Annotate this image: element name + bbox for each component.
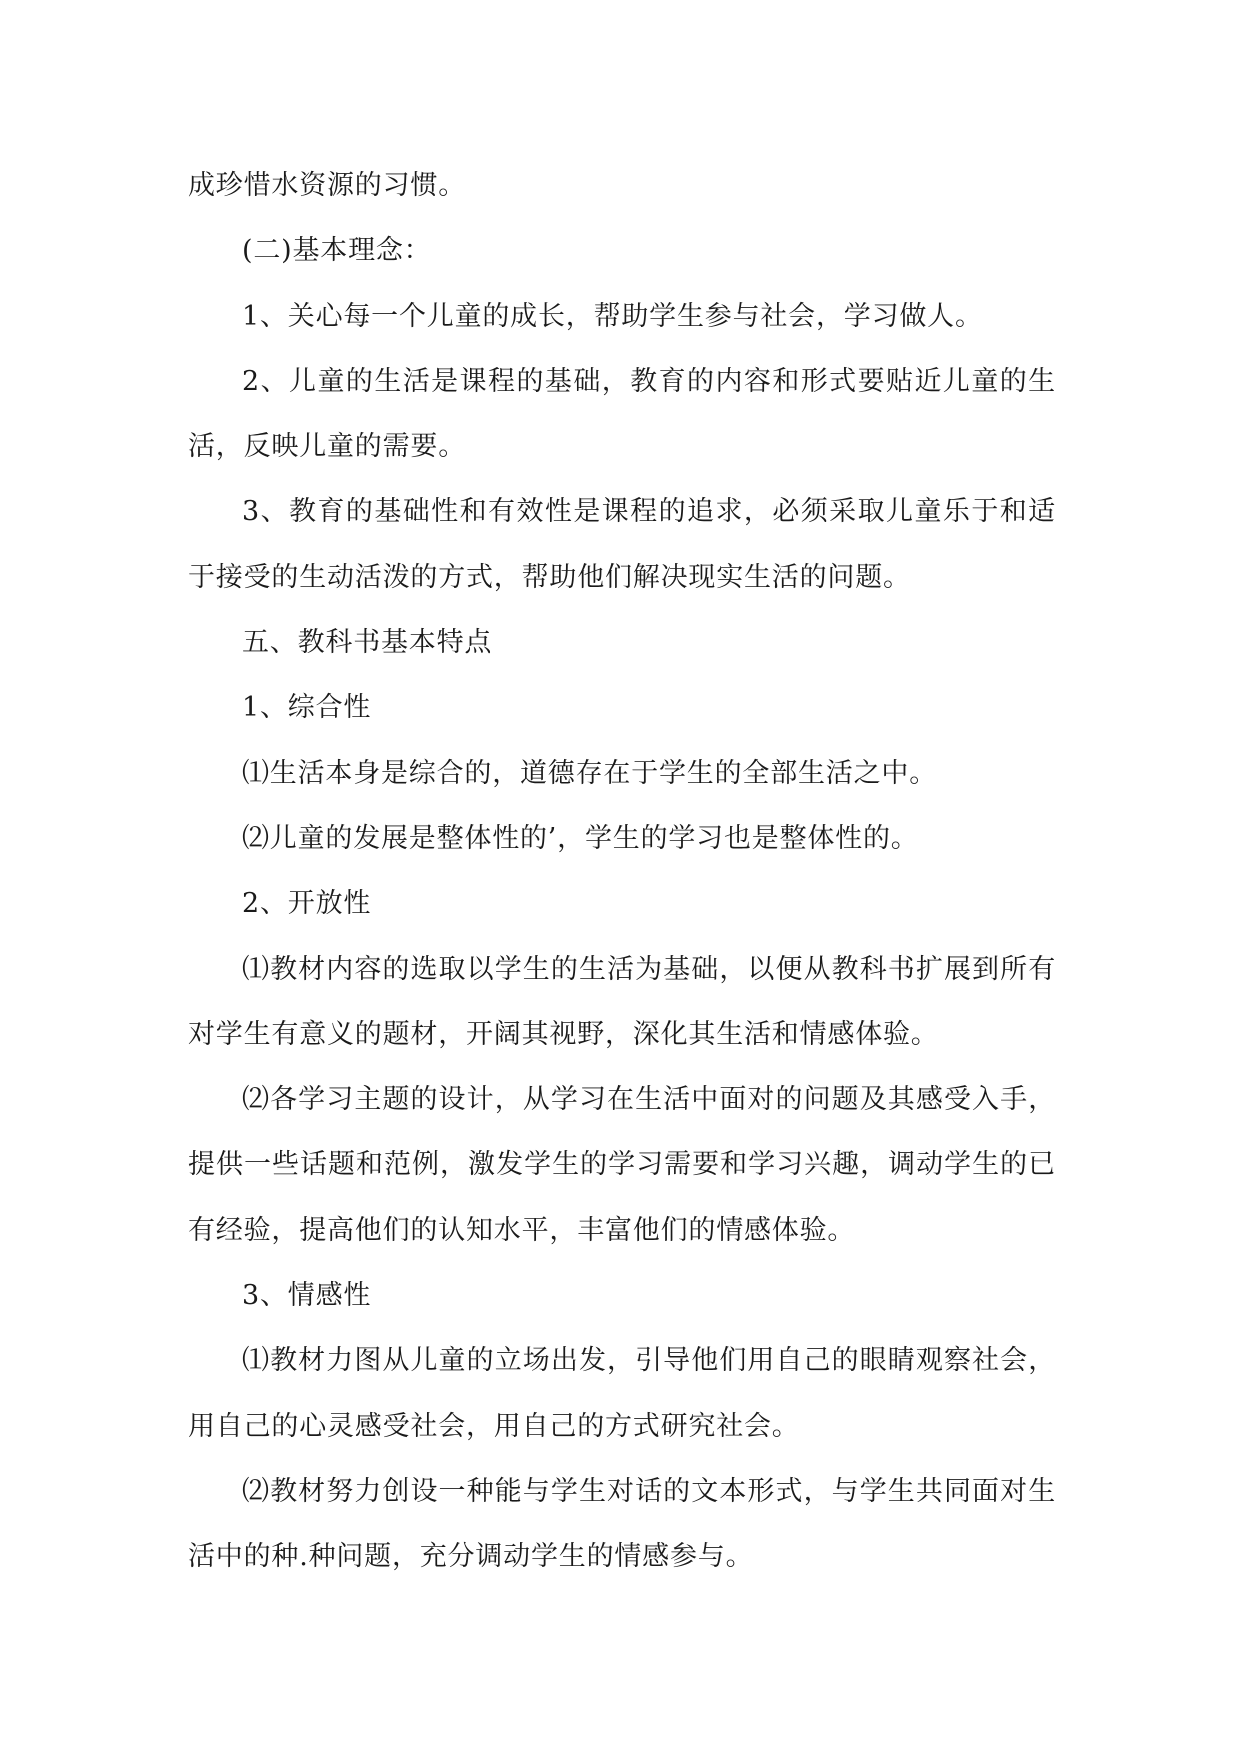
comprehensive-item-2: ⑵儿童的发展是整体性的’，学生的学习也是整体性的。 xyxy=(242,822,919,854)
emotional-item-1: ⑴教材力图从儿童的立场出发，引导他们用自己的眼睛观察社会，用自己的心灵感受社会，用自己的方式研究社会。 xyxy=(188,1345,1056,1442)
paragraph-continuation: 成珍惜水资源的习惯。 xyxy=(188,170,466,201)
emotional-item-2: ⑵教材努力创设一种能与学生对话的文本形式，与学生共同面对生活中的种.种问题，充分调动学生的情感参与。 xyxy=(188,1475,1056,1573)
feature-heading-comprehensive: 1、综合性 xyxy=(242,692,372,724)
heading-textbook-features: 五、教科书基本特点 xyxy=(242,627,493,659)
openness-item-1: ⑴教材内容的选取以学生的生活为基础，以便从教科书扩展到所有对学生有意义的题材，开阔其视野，深化其生活和情感体验。 xyxy=(188,953,1056,1050)
concept-item-3: 3、教育的基础性和有效性是课程的追求，必须采取儿童乐于和适于接受的生动活泼的方式，帮助他们解决现实生活的问题。 xyxy=(188,496,1056,593)
comprehensive-item-1: ⑴生活本身是综合的，道德存在于学生的全部生活之中。 xyxy=(242,757,937,789)
openness-item-2: ⑵各学习主题的设计，从学习在生活中面对的问题及其感受入手，提供一些话题和范例，激发学生的学习需要和学习兴趣，调动学生的已有经验，提高他们的认知水平，丰富他们的情感体验。 xyxy=(188,1084,1056,1246)
document-page xyxy=(188,153,1056,1590)
heading-basic-concepts: (二)基本理念： xyxy=(242,235,432,267)
concept-item-1: 1、关心每一个儿童的成长，帮助学生参与社会，学习做人。 xyxy=(242,300,983,332)
concept-item-2: 2、儿童的生活是课程的基础，教育的内容和形式要贴近儿童的生活，反映儿童的需要。 xyxy=(188,365,1056,463)
feature-heading-openness: 2、开放性 xyxy=(242,888,372,920)
feature-heading-emotional: 3、情感性 xyxy=(242,1280,372,1312)
